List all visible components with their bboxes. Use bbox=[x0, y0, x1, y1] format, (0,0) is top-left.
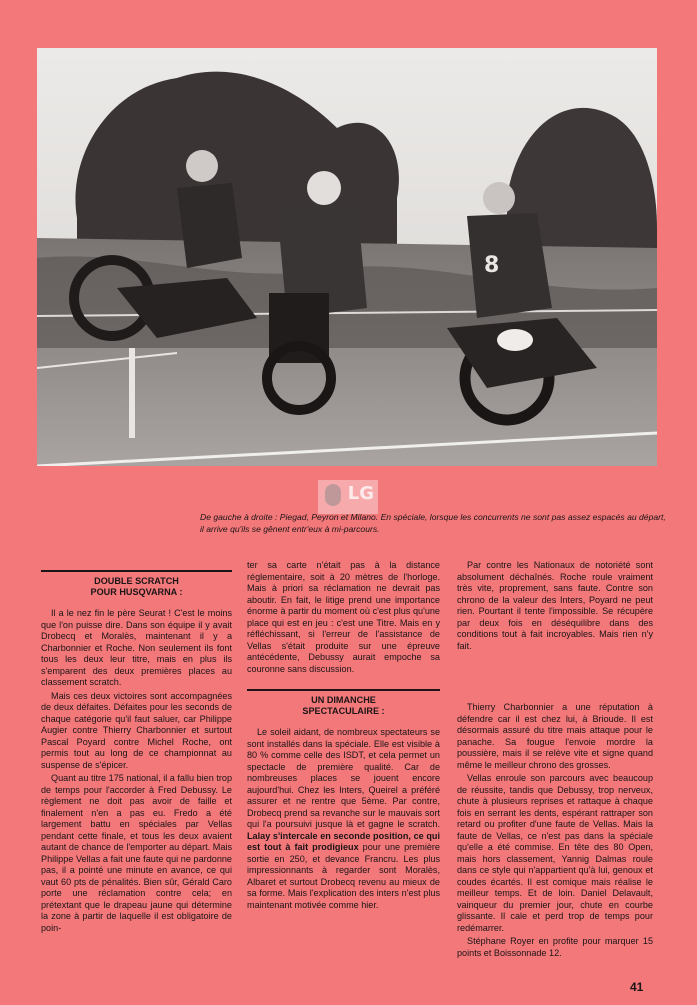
logo-text: LG bbox=[347, 483, 374, 504]
section-heading: DOUBLE SCRATCH POUR HUSQVARNA : bbox=[41, 570, 232, 598]
paragraph: Mais ces deux victoires sont accompagnées de deux défaites. Défaites pour les seconds de chaque catégorie qu'il faut saluer, car Philippe Augier contre Thierry Charbonnier et surtout Pascal Poyard contre Michel Roche, ont permis tout au long de ce championnat au suspense de s'épicer. bbox=[41, 690, 232, 770]
paragraph: Par contre les Nationaux de notoriété sont absolument déchaînés. Roche roule vraiment très vite, proprement, sans faute. Contre son chrono de la valeur des Inters, Poyard ne peut rien. Pourtant il tente l'impossible. Se récupère par deux fois en déséquilibre dans des conditions tout à fait incroyables. Mais rien n'y fait. bbox=[457, 560, 653, 651]
race-photo bbox=[37, 48, 657, 466]
column-2 bbox=[247, 560, 440, 913]
paragraph: Le soleil aidant, de nombreux spectateurs se sont installés dans la spéciale. Elle est visible à 80 % comme celle des ISDT, et cela permet un spectacle de première qualité. Car de nombreuses places se jouent encore aujourd'hui. Chez les Inters, Queirel a préféré assurer et ne rentre que 5ème. Par contre, Drobecq prend sa revanche sur le mauvais sort qui l'a poursuivi jusque là et gagne le scratch. Lalay s'intercale en seconde position, ce qui est tout à fait prodigieux pour une première sortie en 250, et devance Francru. Les plus impressionnants à regarder sont Moralès, Albaret et surtout Drobecq revenu au mieux de sa forme. Mais l'explication des inters n'est plus maintenant motivée comme hier. bbox=[247, 727, 440, 910]
rider-number: 8 bbox=[484, 253, 500, 278]
column-3 bbox=[457, 560, 653, 961]
page-number: 41 bbox=[630, 980, 644, 994]
paragraph: Stéphane Royer en profite pour marquer 15 points et Boissonnade 12. bbox=[457, 936, 653, 958]
section-heading: UN DIMANCHE SPECTACULAIRE : bbox=[247, 689, 440, 717]
paragraph: Vellas enroule son parcours avec beaucoup de réussite, tandis que Debussy, trop nerveux, chute à plusieurs reprises et rattaque à chaque fois en serrant les dents, espérant rattraper son retard ou profiter d'une faute de Vellas. Mais la faute de Vellas, ce n'est pas dans la spéciale qu'elle a été commise. En tête des 80 Open, mais hors classement, Yannig Dalmas roule dans ce style qui n'appartient qu'à lui, genoux et coudes écartés. Il est comique mais réalise le meilleur temps. Et de loin. Daniel Delavault, vainqueur du premier jour, chute en courbe glissante. Il cale et perd trop de temps pour redémarrer. bbox=[457, 773, 653, 933]
paragraph: Il a le nez fin le père Seurat ! C'est le moins que l'on puisse dire. Dans son équipe il y avait Drobecq et Moralès, maintenant il y a Charbonnier et Roche. Non seulement ils font tous les deux leur titre, mais en plus ils s'emparent des deux premières places au classement scratch. bbox=[41, 608, 232, 687]
watermark-logo bbox=[318, 480, 378, 514]
column-1 bbox=[41, 560, 232, 936]
paragraph: Thierry Charbonnier a une réputation à défendre car il est chez lui, à Brioude. Il est désormais assuré du titre mais attaque pour le panache. Sa fougue l'envoie mordre la poussière, mais il se relève vite et signe quand même le meilleur chrono des grosses. bbox=[457, 702, 653, 770]
photo-caption: De gauche à droite : Piegad, Peyron et Milano. En spéciale, lorsque les concurrents ne sont pas assez espacés au départ, il arrive qu'ils se gênent entr'eux à mi-parcours. bbox=[200, 512, 666, 534]
paragraph: ter sa carte n'était pas à la distance réglementaire, soit à 20 mètres de l'horloge. Mais à priori sa réclamation ne devrait pas aboutir. En fait, le litige prend une importance énorme à partir du moment où c'est plus qu'une place qui est en jeu : c'est une Titre. Mais en y réfléchissant, si l'erreur de l'assistance de Vellas s'était produite sur une épreuve antécédente, Debussy aurait empoche sa couronne sans discussion. bbox=[247, 560, 440, 674]
avatar-icon bbox=[325, 484, 341, 506]
paragraph: Quant au titre 175 national, il a fallu bien trop de temps pour l'accorder à Fred Debussy. Le règlement ne doit pas avoir de faille et finalement n'en a pas eu. Fredo a été largement battu en spéciales par Vellas pendant cette finale, et tous les deux avaient autant de chance de l'emporter au départ. Mais Philippe Vellas a fait une faute qui ne pardonne pas, il a pointé une minute en avance, ce qui vaut 60 pts de pénalités. Bien sûr, Gérald Caro porte une réclamation contre cela; en prétextant que le drapeau jaune qui détermine la zone à partir de laquelle il est obligatoire de poin- bbox=[41, 773, 232, 933]
